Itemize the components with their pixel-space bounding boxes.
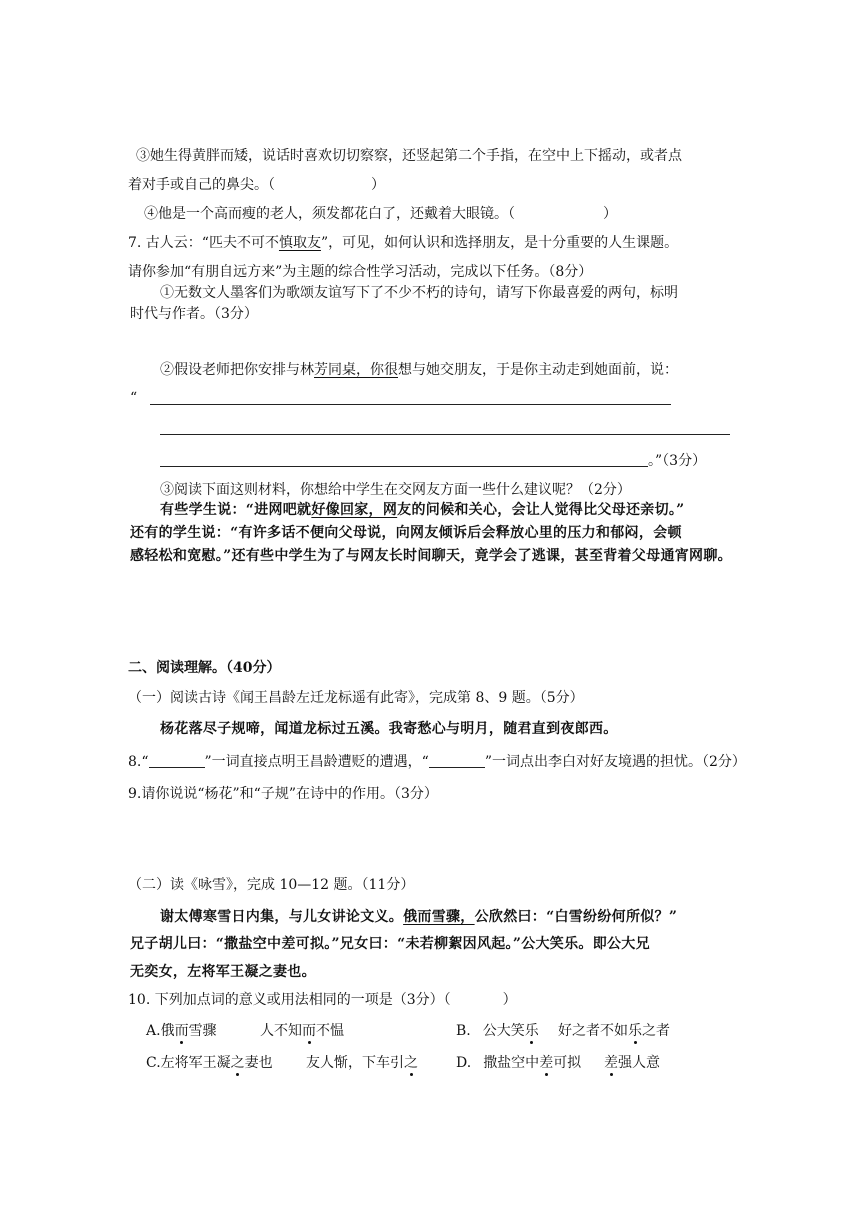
option-d-label: D. [456,1055,472,1071]
passage-pre: 谢太傅寒雪日内集，与儿女讲论文义。 [160,909,404,925]
q7-line1 [128,233,678,253]
q7-material-line2: 还有的学生说：“有许多话不便向父母说，向网友倾诉后会释放心里的压力和郁闷，会顿 [130,525,682,541]
q7-material-underlined: 好像回家，网 [311,502,398,518]
q7-line1-underlined: 慎取友 [278,235,321,251]
option-b-t1-dot: 乐 [524,1023,539,1039]
option-d-t2-dot: 差 [604,1055,618,1071]
q7-sub2-close: 。”（3分） [648,453,707,469]
q7-line2: 请你参加“有朋自远方来”为主题的综合性学习活动，完成以下任务。（8分） [128,264,593,280]
part1-title: （一）阅读古诗《闻王昌龄左迁龙标遥有此寄》，完成第 8、9 题。（5分） [128,690,584,706]
option-a-t2-post: 不愠 [316,1023,344,1039]
option-d-t1-dot: 差 [539,1055,554,1071]
option-c-second [306,1053,418,1073]
option-d-t2-post: 强人意 [618,1055,660,1071]
passage-line1 [160,907,677,927]
q7-material-pre: 有些学生说：“进网吧就 [160,502,312,518]
q10-text: 10. 下列加点词的意义或用法相同的一项是（3分）（ [128,992,451,1008]
passage-underlined: 俄而雪骤， [403,909,475,925]
option-c-label: C. [146,1055,161,1071]
option-c-t1-post: 妻也 [244,1055,273,1071]
q9: 9.请你说说“杨花”和“子规”在诗中的作用。（3分） [128,786,438,802]
q7-sub2 [160,360,678,380]
option-a-t1-post: 雪骤 [188,1023,217,1039]
answer-line-3[interactable] [160,466,648,467]
option-a-second [260,1021,344,1041]
option-a-t2-dot: 而 [302,1023,316,1039]
option-a-t1-pre: 俄 [160,1023,175,1039]
option-b-t2-post: 之者 [642,1023,670,1039]
answer-line-2[interactable] [160,434,730,435]
q8-c: ”一词点出李白对好友境遇的担忧。（2分） [484,754,746,770]
option-b-label: B. [456,1023,471,1039]
option-d-t1-pre: 撒盐空中 [483,1055,540,1071]
part2-title: （二）读《咏雪》，完成 10—12 题。（11分） [128,877,415,893]
q6-item4 [144,204,617,224]
q7-sub2-post: 想与她交朋友，于是你主动走到她面前，说： [398,362,678,378]
q6-item4-close: ） [603,206,617,222]
option-a-t2-pre: 人不知 [260,1023,302,1039]
answer-line-1[interactable] [150,404,671,405]
option-a[interactable] [146,1021,217,1041]
section2-heading: 二、阅读理解。（40分） [128,660,281,676]
q6-item3-line2 [128,175,385,195]
q7-sub1-line1: ①无数文人墨客们为歌颂友谊写下了不少不朽的诗句，请写下你最喜爱的两句，标明 [160,285,678,301]
q6-item3-line1: ③她生得黄胖而矮，说话时喜欢切切察察，还竖起第二个手指，在空中上下摇动，或者点 [136,148,682,164]
option-b-t2-dot: 乐 [628,1023,642,1039]
q7-sub1-line2: 时代与作者。（3分） [130,306,258,322]
option-b-t1-pre: 公大笑 [482,1023,525,1039]
option-d-t1-post: 可拟 [553,1055,582,1071]
option-d[interactable] [456,1053,581,1073]
passage-line2: 兄子胡儿曰：“撒盐空中差可拟。”兄女曰：“未若柳絮因风起。”公大笑乐。即公大兄 [130,936,650,952]
poem: 杨花落尽子规啼，闻道龙标过五溪。我寄愁心与明月，随君直到夜郎西。 [160,721,618,737]
q8-blank-2[interactable] [429,753,485,768]
option-c-t2-dot: 之 [404,1055,418,1071]
q8-b: ”一词直接点明王昌龄遭贬的遭遇，“ [204,754,429,770]
option-c[interactable] [146,1053,273,1073]
option-c-t1-pre: 左将军王凝 [160,1055,231,1071]
q8-blank-1[interactable] [149,753,205,768]
q7-sub2-underlined: 芳同桌，你很 [314,362,398,378]
q7-line1-post: ”，可见，如何认识和选择朋友，是十分重要的人生课题。 [320,235,679,251]
passage-post: 公欣然曰：“白雪纷纷何所似？” [474,909,678,925]
passage-line3: 无奕女，左将军王凝之妻也。 [130,964,316,980]
option-b-second [558,1021,670,1041]
q10-close: ） [502,992,517,1008]
q6-item4-text: ④他是一个高而瘦的老人，须发都花白了，还戴着大眼镜。（ [144,206,515,222]
q7-line1-pre: 7. 古人云：“匹夫不可不 [128,235,279,251]
option-c-t1-dot: 之 [230,1055,245,1071]
option-a-label: A. [146,1023,161,1039]
q7-sub2-pre: ②假设老师把你安排与林 [160,362,314,378]
option-c-t2-pre: 友人惭，下车引 [306,1055,404,1071]
option-b[interactable] [456,1021,539,1041]
q7-material-post: 友的问候和关心，会让人觉得比父母还亲切。” [397,502,685,518]
q7-material-line3: 感轻松和宽慰。”还有些中学生为了与网友长时间聊天，竟学会了逃课，甚至背着父母通宵网聊。 [130,548,732,564]
q6-item3-line2-text: 着对手或自己的鼻尖。（ [128,177,275,193]
q7-sub3: ③阅读下面这则材料，你想给中学生在交网友方面一些什么建议呢？（2分） [160,482,631,498]
q10 [128,990,517,1010]
q8 [128,752,746,772]
option-b-t2-pre: 好之者不如 [558,1023,628,1039]
q6-item3-close: ） [371,177,385,193]
q7-sub2-open-quote: “ [130,390,138,406]
q8-a: 8.“ [128,754,149,770]
q7-material-line1 [160,500,685,520]
option-a-t1-dot: 而 [174,1023,189,1039]
option-d-second [604,1053,660,1073]
